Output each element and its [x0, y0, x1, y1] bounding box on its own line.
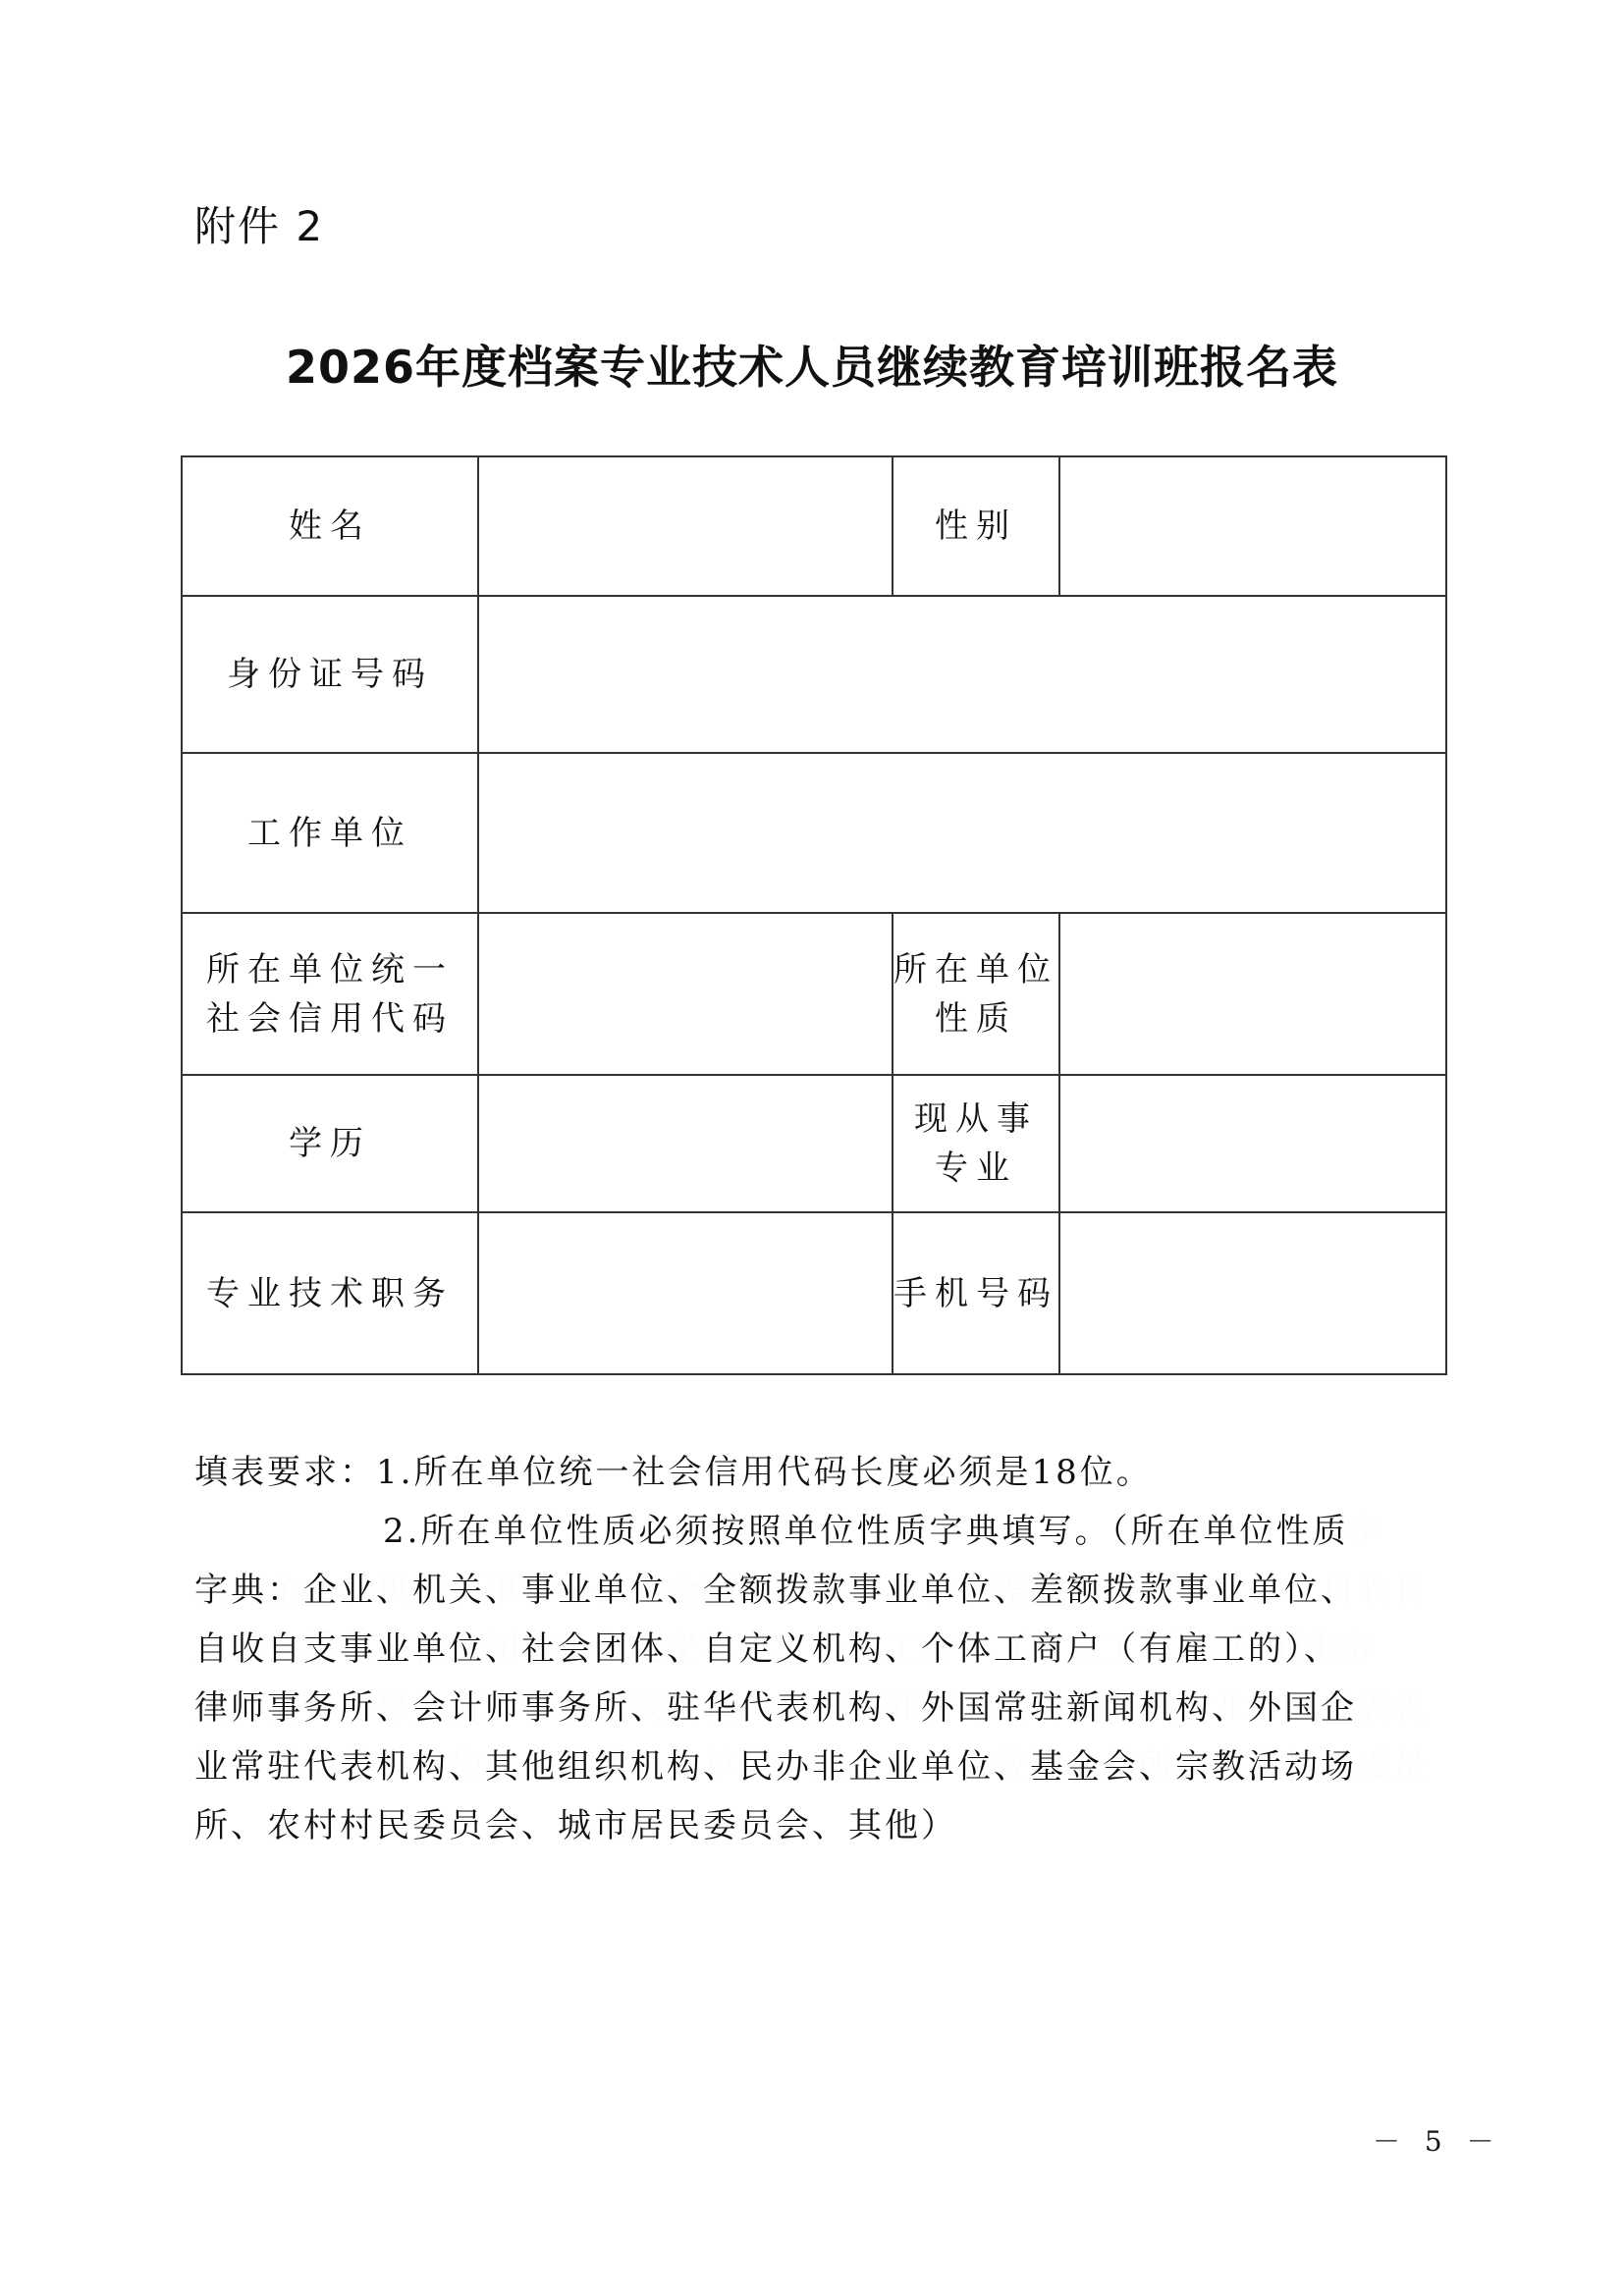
field-mobile[interactable] [1059, 1212, 1446, 1374]
label-employer: 工作单位 [182, 753, 478, 913]
instruction-2-line: 律师事务所、会计师事务所、驻华代表机构、外国常驻新闻机构、外国企 [194, 1688, 1357, 1728]
field-name[interactable] [478, 456, 893, 596]
form-row-name-gender [182, 456, 1446, 596]
field-education[interactable] [478, 1075, 893, 1212]
label-education: 学历 [182, 1075, 478, 1212]
label-gender: 性别 [893, 456, 1059, 596]
label-credit-code-line1: 所在单位统一 [206, 949, 454, 989]
label-professional-title: 专业技术职务 [182, 1212, 478, 1374]
label-current-major [893, 1075, 1059, 1212]
label-unit-nature-line2: 性质 [935, 998, 1017, 1039]
label-mobile: 手机号码 [893, 1212, 1059, 1374]
label-credit-code [182, 913, 478, 1075]
form-row-id-number [182, 596, 1446, 753]
instruction-2-line: 所、农村村民委员会、城市居民委员会、其他） [194, 1806, 957, 1845]
field-unit-nature[interactable] [1059, 913, 1446, 1075]
page-title: 2026年度档案专业技术人员继续教育培训班报名表 [285, 341, 1339, 394]
label-credit-code-line2: 社会信用代码 [206, 998, 454, 1039]
label-name: 姓名 [182, 456, 478, 596]
field-current-major[interactable] [1059, 1075, 1446, 1212]
attachment-label: 附件 2 [194, 202, 325, 250]
field-professional-title[interactable] [478, 1212, 893, 1374]
instruction-2 [194, 1502, 1441, 1855]
instruction-2-line: 字典：企业、机关、事业单位、全额拨款事业单位、差额拨款事业单位、 [194, 1571, 1357, 1610]
label-current-major-line1: 现从事 [914, 1099, 1038, 1139]
label-unit-nature [893, 913, 1059, 1075]
form-row-education-major [182, 1075, 1446, 1212]
instruction-1: 填表要求：1.所在单位统一社会信用代码长度必须是18位。 [194, 1453, 1153, 1492]
label-id-number: 身份证号码 [182, 596, 478, 753]
instruction-2-line: 自收自支事业单位、社会团体、自定义机构、个体工商户（有雇工的）、 [194, 1629, 1340, 1669]
instruction-2-line: 业常驻代表机构、其他组织机构、民办非企业单位、基金会、宗教活动场 [194, 1747, 1357, 1787]
field-credit-code[interactable] [478, 913, 893, 1075]
page-number: － 5 － [1373, 2125, 1502, 2158]
instruction-2-line: 2.所在单位性质必须按照单位性质字典填写。（所在单位性质 [383, 1512, 1349, 1551]
field-employer[interactable] [478, 753, 1446, 913]
form-instructions [194, 1443, 1441, 1855]
registration-form-table [181, 455, 1447, 1375]
label-current-major-line2: 专业 [935, 1148, 1017, 1188]
label-unit-nature-line1: 所在单位 [893, 949, 1058, 989]
field-gender[interactable] [1059, 456, 1446, 596]
form-row-title-phone [182, 1212, 1446, 1374]
form-row-employer [182, 753, 1446, 913]
field-id-number[interactable] [478, 596, 1446, 753]
form-row-credit-code-nature [182, 913, 1446, 1075]
